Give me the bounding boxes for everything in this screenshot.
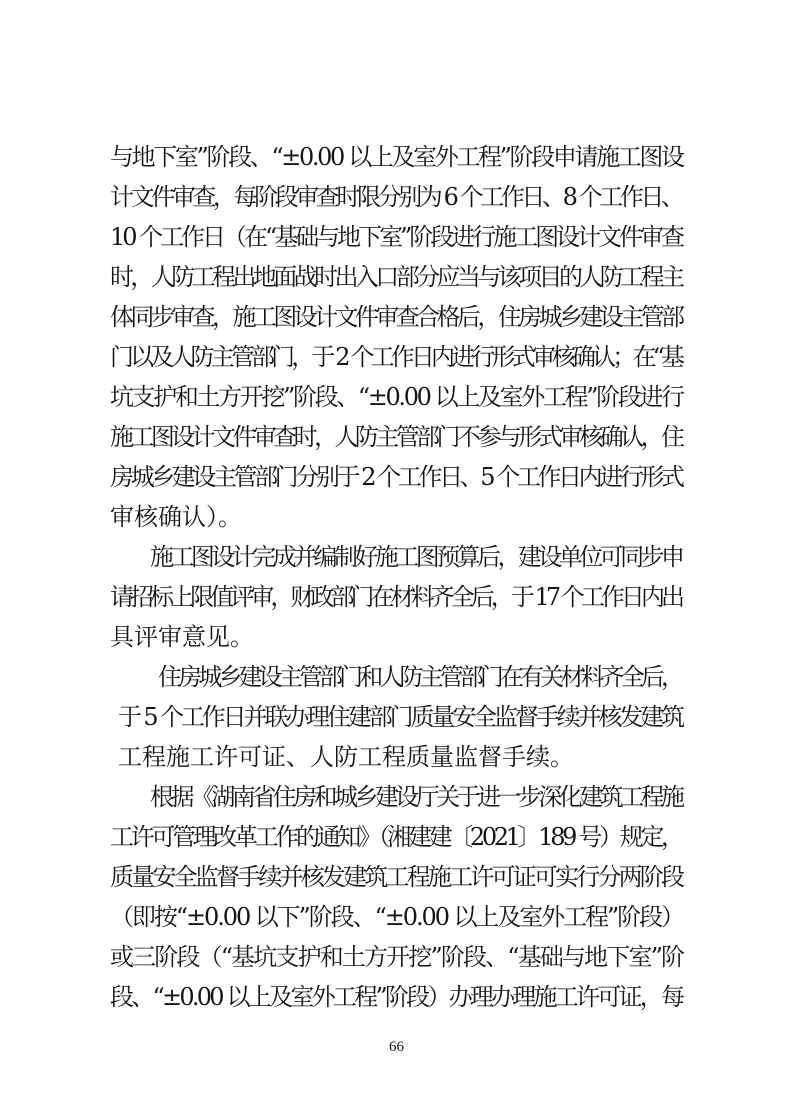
text-line: 审核确认）。 (110, 503, 242, 531)
text-line: 住房城乡建设主管部门和人防主管部门在有关材料齐全后， (158, 663, 682, 691)
text-line: 体同步审查，施工图设计文件审查合格后，住房城乡建设主管部 (110, 303, 682, 331)
text-line: 施工图设计完成并编制好施工图预算后，建设单位可同步申 (150, 543, 682, 571)
text-line: 与地下室”阶段、“±0.00 以上及室外工程”阶段申请施工图设 (110, 143, 683, 171)
text-line: 或三阶段（“基坑支护和土方开挖”阶段、“基础与地下室”阶 (110, 943, 684, 971)
text-line: 计文件审查，每阶段审查时限分别为 6 个工作日、8 个工作日、 (110, 183, 682, 211)
text-line: 施工图设计文件审查时，人防主管部门不参与形式审核确认，住 (110, 423, 682, 451)
text-line: 时，人防工程出地面战时出入口部分应当与该项目的人防工程主 (110, 263, 682, 291)
text-line: 工程施工许可证、人防工程质量监督手续。 (118, 743, 574, 771)
text-line: 根据《湖南省住房和城乡建设厅关于进一步深化建筑工程施 (150, 783, 682, 811)
text-line: 段、“±0.00 以上及室外工程”阶段）办理办理施工许可证，每 (110, 983, 683, 1011)
text-line: 坑支护和土方开挖”阶段、“±0.00 以上及室外工程”阶段进行 (110, 383, 683, 411)
text-line: 具评审意见。 (110, 623, 254, 651)
text-line: 质量安全监督手续并核发建筑工程施工许可证可实行分两阶段 (110, 863, 683, 891)
page-number: 66 (389, 1039, 404, 1055)
text-line: 工许可管理改革工作的通知》（湘建建〔2021〕189 号）规定， (110, 823, 682, 851)
text-line: 10 个工作日（在“基础与地下室”阶段进行施工图设计文件审查 (110, 223, 682, 251)
text-line: 请招标上限值评审，财政部门在材料齐全后，于 17 个工作日内出 (110, 583, 682, 611)
text-line: 门以及人防主管部门，于 2 个工作日内进行形式审核确认；在“基 (110, 343, 682, 371)
text-line: （即按“±0.00 以下”阶段、“±0.00 以上及室外工程”阶段） (110, 903, 683, 931)
text-line: 房城乡建设主管部门分别于 2 个工作日、5 个工作日内进行形式 (110, 463, 682, 491)
text-line: 于 5 个工作日并联办理住建部门质量安全监督手续并核发建筑 (118, 703, 682, 731)
